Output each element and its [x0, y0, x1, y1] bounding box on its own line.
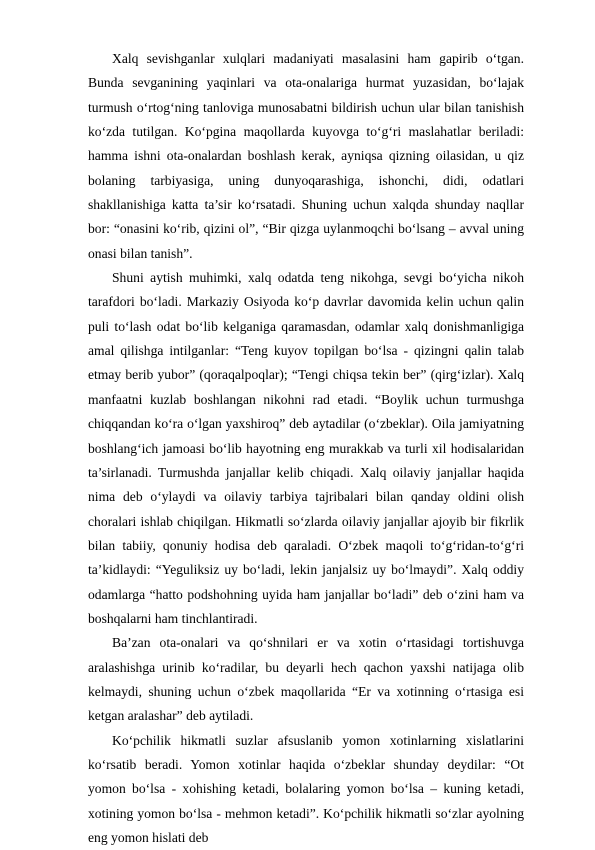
- paragraph-4: Ko‘pchilik hikmatli suzlar afsuslanib yomon xotinlarning xislatlarini ko‘rsatib beradi. Yomon xotinlar haqida o‘zbeklar shunday deydilar: “Ot yomon bo‘lsa - xohishing ketadi, bolalaring yomon bo‘lsa – kuning ketadi, xotining yomon bo‘lsa - mehmon ketadi”. Ko‘pchilik hikmatli so‘zlar ayolning eng yomon hislati deb: [88, 732, 524, 845]
- paragraph-2: Shuni aytish muhimki, xalq odatda teng nikohga, sevgi bo‘yicha nikoh tarafdori bo‘ladi. Markaziy Osiyoda ko‘p davrlar davomida kelin uchun qalin puli to‘lash odat bo‘lib kelganiga qaramasdan, odamlar xalq donishmanligiga amal qilishga intilganlar: “Teng kuyov topilgan bo‘lsa - qizingni qalin talab etmay berib yubor” (qoraqalpoqlar); “Tengi chiqsa tekin ber” (qirg‘izlar). Xalq manfaatni kuzlab boshlangan nikohni rad etadi. “Boylik uchun turmushga chiqqandan ko‘ra o‘lgan yaxshiroq” deb aytadilar (o‘zbeklar). Oila jamiyatning boshlang‘ich jamoasi bo‘lib hayotning eng murakkab va turli xil hodisalaridan ta’sirlanadi. Turmushda janjallar kelib chiqadi. Xalq oilaviy janjallar haqida nima deb o‘ylaydi va oilaviy tarbiya tajribalari bilan qanday oldini olish choralari ishlab chiqilgan. Hikmatli so‘zlarda oilaviy janjallar ajoyib bir fikrlik bilan tabiiy, qonuniy hodisa deb qaraladi. O‘zbek maqoli to‘g‘ridan-to‘g‘ri ta’kidlaydi: “Yeguliksiz uy bo‘ladi, lekin janjalsiz uy bo‘lmaydi”. Xalq oddiy odamlarga “hatto podshohning uyida ham janjallar bo‘ladi” deb o‘zini ham va boshqalarni ham tinchlantiradi.: [88, 270, 524, 626]
- document-page: [88, 47, 524, 850]
- paragraph-3: Ba’zan ota-onalari va qo‘shnilari er va xotin o‘rtasidagi tortishuvga aralashishga urinib ko‘radilar, bu deyarli hech qachon yaxshi natijaga olib kelmaydi, shuning uchun o‘zbek maqollarida “Er va xotinning o‘rtasiga esi ketgan aralashar” deb aytiladi.: [88, 635, 524, 724]
- paragraph-1: Xalq sevishganlar xulqlari madaniyati masalasini ham gapirib o‘tgan. Bunda sevganining yaqinlari va ota-onalariga hurmat yuzasidan, bo‘lajak turmush o‘rtog‘ning tanloviga munosabatni bildirish uchun ular bilan tanishish ko‘zda tutilgan. Ko‘pgina maqollarda kuyovga to‘g‘ri maslahatlar beriladi: hamma ishni ota-onalardan boshlash kerak, ayniqsa qizning oilasidan, u qiz bolaning tarbiyasiga, uning dunyoqarashiga, ishonchi, didi, odatlari shakllanishiga katta ta’sir ko‘rsatadi. Shuning uchun xalqda shunday naqllar bor: “onasini ko‘rib, qizini ol”, “Bir qizga uylanmoqchi bo‘lsang – avval uning onasi bilan tanish”.: [88, 51, 524, 261]
